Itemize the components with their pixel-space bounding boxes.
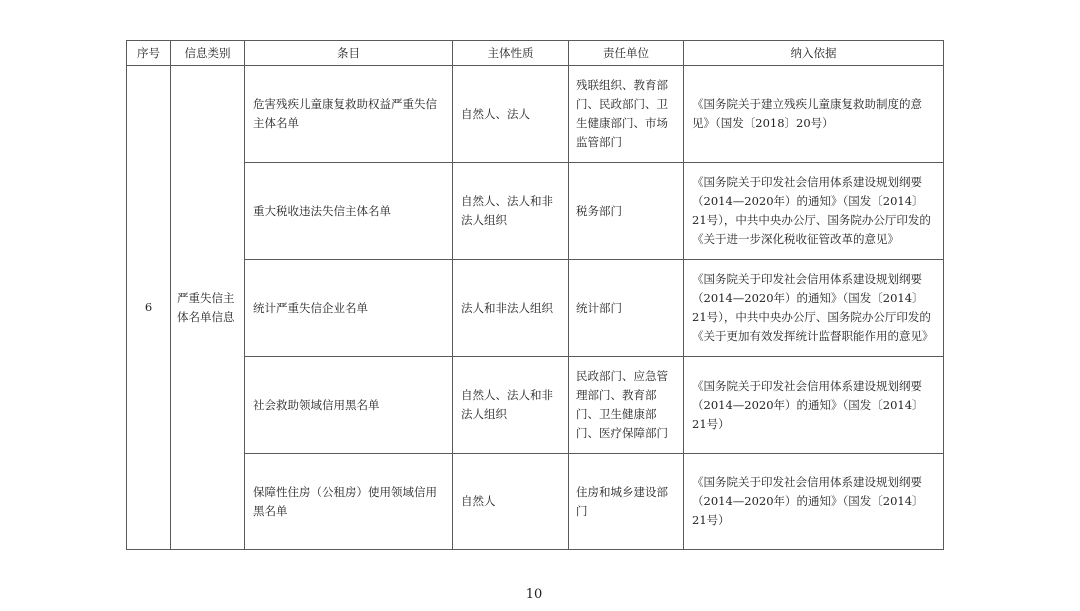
header-category: 信息类别 [171,41,245,66]
cell-basis: 《国务院关于建立残疾儿童康复救助制度的意见》（国发〔2018〕20号） [684,66,944,163]
cell-basis: 《国务院关于印发社会信用体系建设规划纲要（2014—2020年）的通知》（国发〔2014〕21号） [684,357,944,454]
cell-basis: 《国务院关于印发社会信用体系建设规划纲要（2014—2020年）的通知》（国发〔2014〕21号），中共中央办公厅、国务院办公厅印发的《关于进一步深化税收征管改革的意见》 [684,163,944,260]
header-nature: 主体性质 [453,41,569,66]
cell-unit: 统计部门 [569,260,684,357]
cell-basis: 《国务院关于印发社会信用体系建设规划纲要（2014—2020年）的通知》（国发〔2014〕21号） [684,454,944,550]
cell-item: 统计严重失信企业名单 [245,260,453,357]
cell-nature: 自然人、法人和非法人组织 [453,357,569,454]
header-unit: 责任单位 [569,41,684,66]
cell-unit: 残联组织、教育部门、民政部门、卫生健康部门、市场监管部门 [569,66,684,163]
table-row [127,260,944,357]
cell-nature: 自然人、法人和非法人组织 [453,163,569,260]
cell-basis: 《国务院关于印发社会信用体系建设规划纲要（2014—2020年）的通知》（国发〔2014〕21号），中共中央办公厅、国务院办公厅印发的《关于更加有效发挥统计监督职能作用的意见》 [684,260,944,357]
table-row [127,454,944,550]
cell-index: 6 [127,66,171,550]
cell-item: 社会救助领域信用黑名单 [245,357,453,454]
cell-item: 保障性住房（公租房）使用领域信用黑名单 [245,454,453,550]
cell-unit: 税务部门 [569,163,684,260]
header-index: 序号 [127,41,171,66]
table-row [127,163,944,260]
cell-unit: 住房和城乡建设部门 [569,454,684,550]
cell-nature: 自然人 [453,454,569,550]
header-basis: 纳入依据 [684,41,944,66]
table-row [127,357,944,454]
cell-item: 重大税收违法失信主体名单 [245,163,453,260]
cell-nature: 自然人、法人 [453,66,569,163]
cell-nature: 法人和非法人组织 [453,260,569,357]
cell-category: 严重失信主体名单信息 [171,66,245,550]
header-item: 条目 [245,41,453,66]
table-header-row [127,41,944,66]
table-row [127,66,944,163]
page-number: 10 [525,587,543,602]
cell-item: 危害残疾儿童康复救助权益严重失信主体名单 [245,66,453,163]
cell-unit: 民政部门、应急管理部门、教育部门、卫生健康部门、医疗保障部门 [569,357,684,454]
credit-list-table [126,40,944,550]
